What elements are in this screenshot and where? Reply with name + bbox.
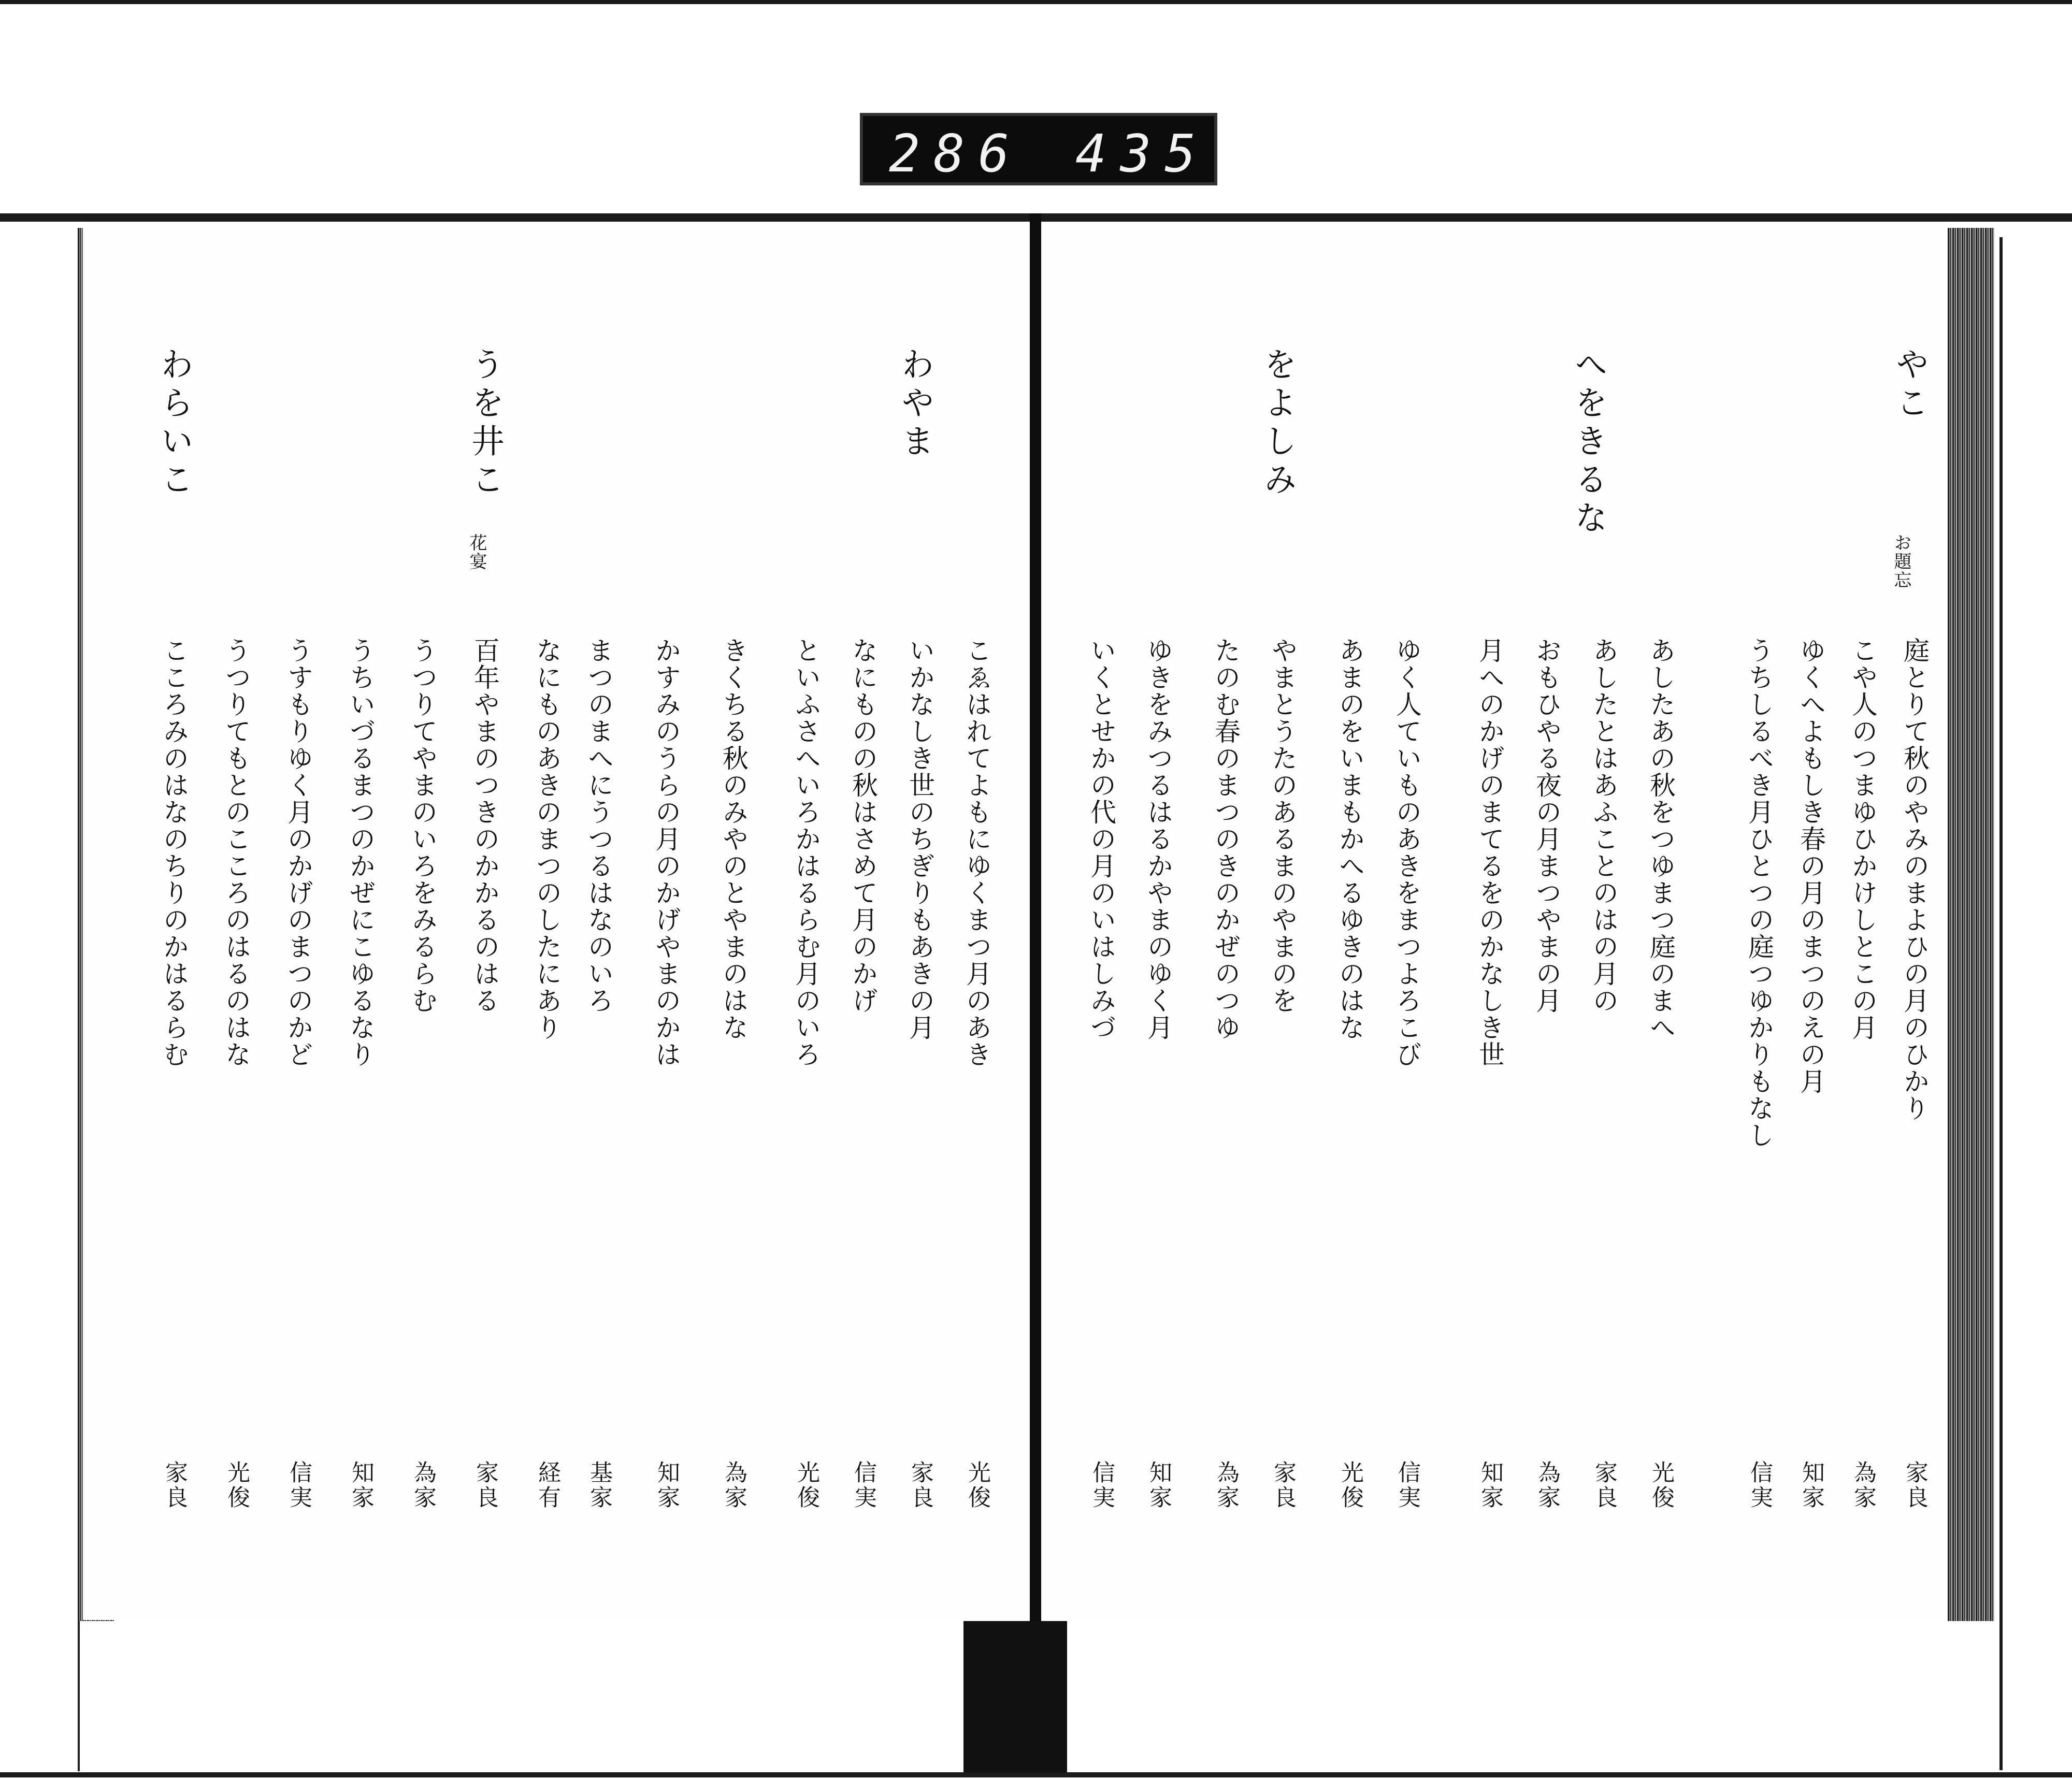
poem-verse: 月へのかげのまてるをのかなしき世	[1475, 637, 1505, 1068]
poem-author: 家良	[161, 1460, 188, 1510]
right-page-edge	[1948, 228, 1994, 1621]
book-gutter	[1030, 213, 1041, 1627]
poem-author: 為家	[410, 1460, 436, 1510]
poem-verse: ゆくへよもしき春の月のまつのえの月	[1796, 637, 1826, 1095]
poem-verse: 庭とりて秋のやみのまよひの月のひかり	[1900, 637, 1930, 1122]
poem-author: 為家	[1850, 1460, 1876, 1510]
poem-verse: あまのをいまもかへるゆきのはな	[1335, 637, 1365, 1041]
poem-verse: といふさへいろかはるらむ月のいろ	[791, 637, 821, 1068]
poem-verse: かすみのうらの月のかげやまのかは	[651, 637, 681, 1068]
topic-heading: をよしみ	[1258, 347, 1297, 500]
poem-author: 信実	[850, 1460, 876, 1510]
poem-author: 経有	[534, 1460, 560, 1510]
poem-author: 知家	[653, 1460, 680, 1510]
spine-shadow	[963, 1621, 1067, 1776]
poem-author: 光俊	[793, 1460, 819, 1510]
topic-note: お題忘	[1891, 533, 1911, 589]
poem-author: 家良	[1270, 1460, 1296, 1510]
scan-top-border	[0, 0, 2072, 4]
poem-verse: なにものの秋はさめて月のかげ	[848, 637, 878, 1014]
frame-counter-right: 435	[1075, 123, 1210, 184]
poem-author: 家良	[1902, 1460, 1928, 1510]
poem-verse: あしたとはあふことのはの月の	[1589, 637, 1619, 1014]
poem-author: 光俊	[1337, 1460, 1363, 1510]
poem-verse: きくちる秋のみやのとやまのはな	[718, 637, 749, 1041]
poem-verse: いかなしき世のちぎりもあきの月	[905, 637, 935, 1041]
poem-author: 為家	[1213, 1460, 1239, 1510]
topic-heading: わらいこ	[155, 347, 193, 500]
poem-verse: なにものあきのまつのしたにあり	[532, 637, 562, 1041]
poem-author: 知家	[1145, 1460, 1172, 1510]
topic-heading: やこ	[1890, 347, 1929, 424]
poem-author: 為家	[1534, 1460, 1560, 1510]
poem-verse: うちいづるまつのかぜにこゆるなり	[346, 637, 376, 1068]
poem-verse: ゆきをみつるはるかやまのゆく月	[1143, 637, 1173, 1041]
frame-counter	[860, 113, 1217, 185]
poem-author: 信実	[285, 1460, 312, 1510]
outer-right-margin	[1999, 237, 2072, 1770]
poem-verse: いくとせかの代の月のいはしみづ	[1086, 637, 1116, 1041]
poem-author: 知家	[1798, 1460, 1824, 1510]
poem-verse: 百年やまのつきのかかるのはる	[470, 637, 500, 1014]
poem-author: 基家	[586, 1460, 612, 1510]
poem-author: 光俊	[964, 1460, 990, 1510]
topic-heading: へをきるな	[1569, 347, 1607, 539]
poem-verse: うすもりゆく月のかげのまつのかど	[283, 637, 313, 1068]
outer-left-margin	[0, 228, 80, 1771]
poem-author: 家良	[1591, 1460, 1617, 1510]
poem-author: 信実	[1088, 1460, 1115, 1510]
poem-verse: うつりてやまのいろをみるらむ	[408, 637, 438, 1014]
poem-verse: ゆく人ていものあきをまつよろこび	[1392, 637, 1422, 1068]
poem-author: 為家	[721, 1460, 747, 1510]
poem-verse: まつのまへにうつるはなのいろ	[584, 637, 614, 1014]
topic-heading: わやま	[896, 347, 934, 462]
poem-author: 家良	[472, 1460, 498, 1510]
poem-verse: うちしるべき月ひとつの庭つゆかりもなし	[1744, 637, 1774, 1149]
poem-verse: こころみのはなのちりのかはるらむ	[159, 637, 189, 1068]
poem-verse: おもひやる夜の月まつやまの月	[1532, 637, 1562, 1014]
poem-verse: こや人のつまゆひかけしとこの月	[1848, 637, 1878, 1041]
topic-heading: うを井こ	[466, 347, 504, 500]
scan-bottom-border	[0, 1772, 2072, 1777]
poem-verse: あしたあの秋をつゆまつ庭のまへ	[1646, 637, 1676, 1041]
poem-verse: こゑはれてよもにゆくまつ月のあき	[962, 637, 992, 1068]
topic-note: 花宴	[466, 533, 487, 571]
poem-author: 知家	[348, 1460, 374, 1510]
poem-author: 家良	[907, 1460, 933, 1510]
frame-counter-left: 286	[889, 123, 1023, 184]
poem-author: 信実	[1394, 1460, 1420, 1510]
poem-author: 光俊	[1648, 1460, 1674, 1510]
poem-verse: たのむ春のまつのきのかぜのつゆ	[1211, 637, 1241, 1041]
poem-author: 光俊	[223, 1460, 250, 1510]
poem-verse: うつりてもとのこころのはるのはな	[221, 637, 251, 1068]
poem-author: 信実	[1746, 1460, 1773, 1510]
poem-author: 知家	[1477, 1460, 1503, 1510]
poem-verse: やまとうたのあるまのやまのを	[1268, 637, 1298, 1014]
